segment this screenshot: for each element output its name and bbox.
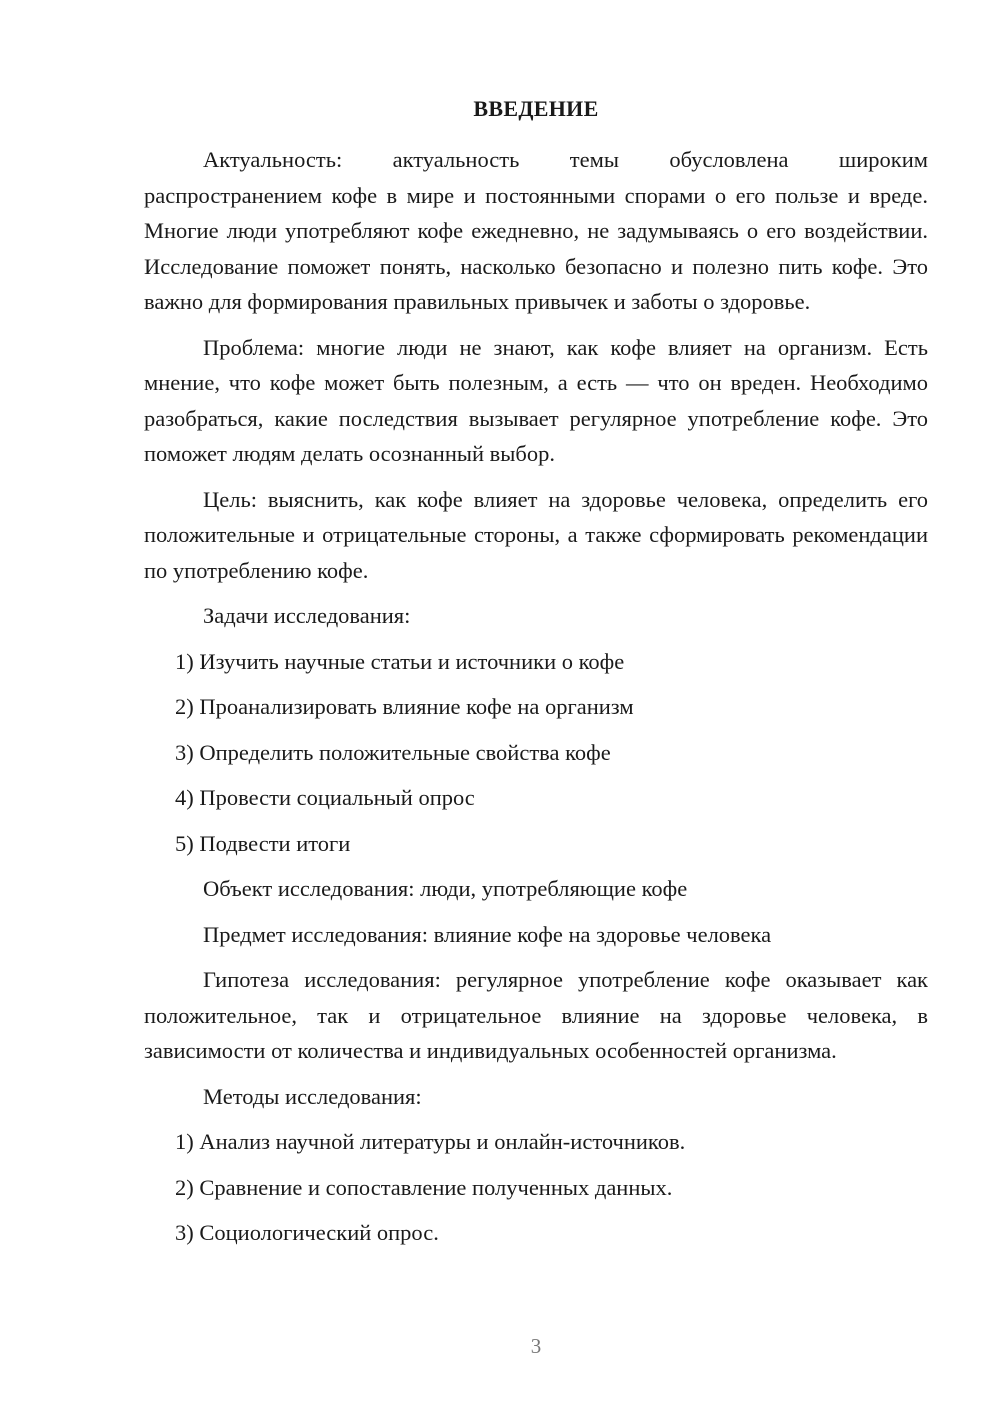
goal-paragraph: Цель: выяснить, как кофе влияет на здоровье человека, определить его положительные и отрицательные стороны, а также сформировать рекомендации по употреблению кофе. <box>144 486 928 583</box>
methods-title: Методы исследования: <box>203 1083 422 1109</box>
page-number: 3 <box>530 1334 542 1358</box>
relevance-paragraph: Актуальность: актуальность темы обусловлена широким распространением кофе в мире и постоянными спорами о его пользе и вреде. Многие люди употребляют кофе ежедневно, не задумываясь о его воздействии. Исследование поможет понять, насколько безопасно и полезно пить кофе. Это важно для формирования правильных привычек и заботы о здоровье. <box>144 147 928 314</box>
task-item: 2) Проанализировать влияние кофе на организм <box>175 694 634 719</box>
method-item: 1) Анализ научной литературы и онлайн-источников. <box>175 1129 686 1154</box>
research-subject: Предмет исследования: влияние кофе на здоровье человека <box>203 921 772 947</box>
task-item: 5) Подвести итоги <box>175 830 351 856</box>
problem-paragraph: Проблема: многие люди не знают, как кофе влияет на организм. Есть мнение, что кофе может быть полезным, а есть — что он вреден. Необходимо разобраться, какие последствия вызывает регулярное употребление кофе. Это поможет людям делать осознанный выбор. <box>144 334 928 466</box>
method-item: 3) Социологический опрос. <box>175 1220 439 1245</box>
document-body <box>144 142 928 1261</box>
hypothesis-paragraph: Гипотеза исследования: регулярное употребление кофе оказывает как положительное, так и отрицательное влияние на здоровье человека, в зависимости от количества и индивидуальных особенностей организма. <box>144 967 928 1063</box>
task-item: 4) Провести социальный опрос <box>175 785 475 810</box>
research-object: Объект исследования: люди, употребляющие кофе <box>203 876 688 901</box>
task-item: 1) Изучить научные статьи и источники о кофе <box>175 648 625 674</box>
task-item: 3) Определить положительные свойства кофе <box>175 739 611 765</box>
section-heading: ВВЕДЕНИЕ <box>473 96 599 121</box>
tasks-title: Задачи исследования: <box>203 603 411 628</box>
method-item: 2) Сравнение и сопоставление полученных данных. <box>175 1174 673 1200</box>
